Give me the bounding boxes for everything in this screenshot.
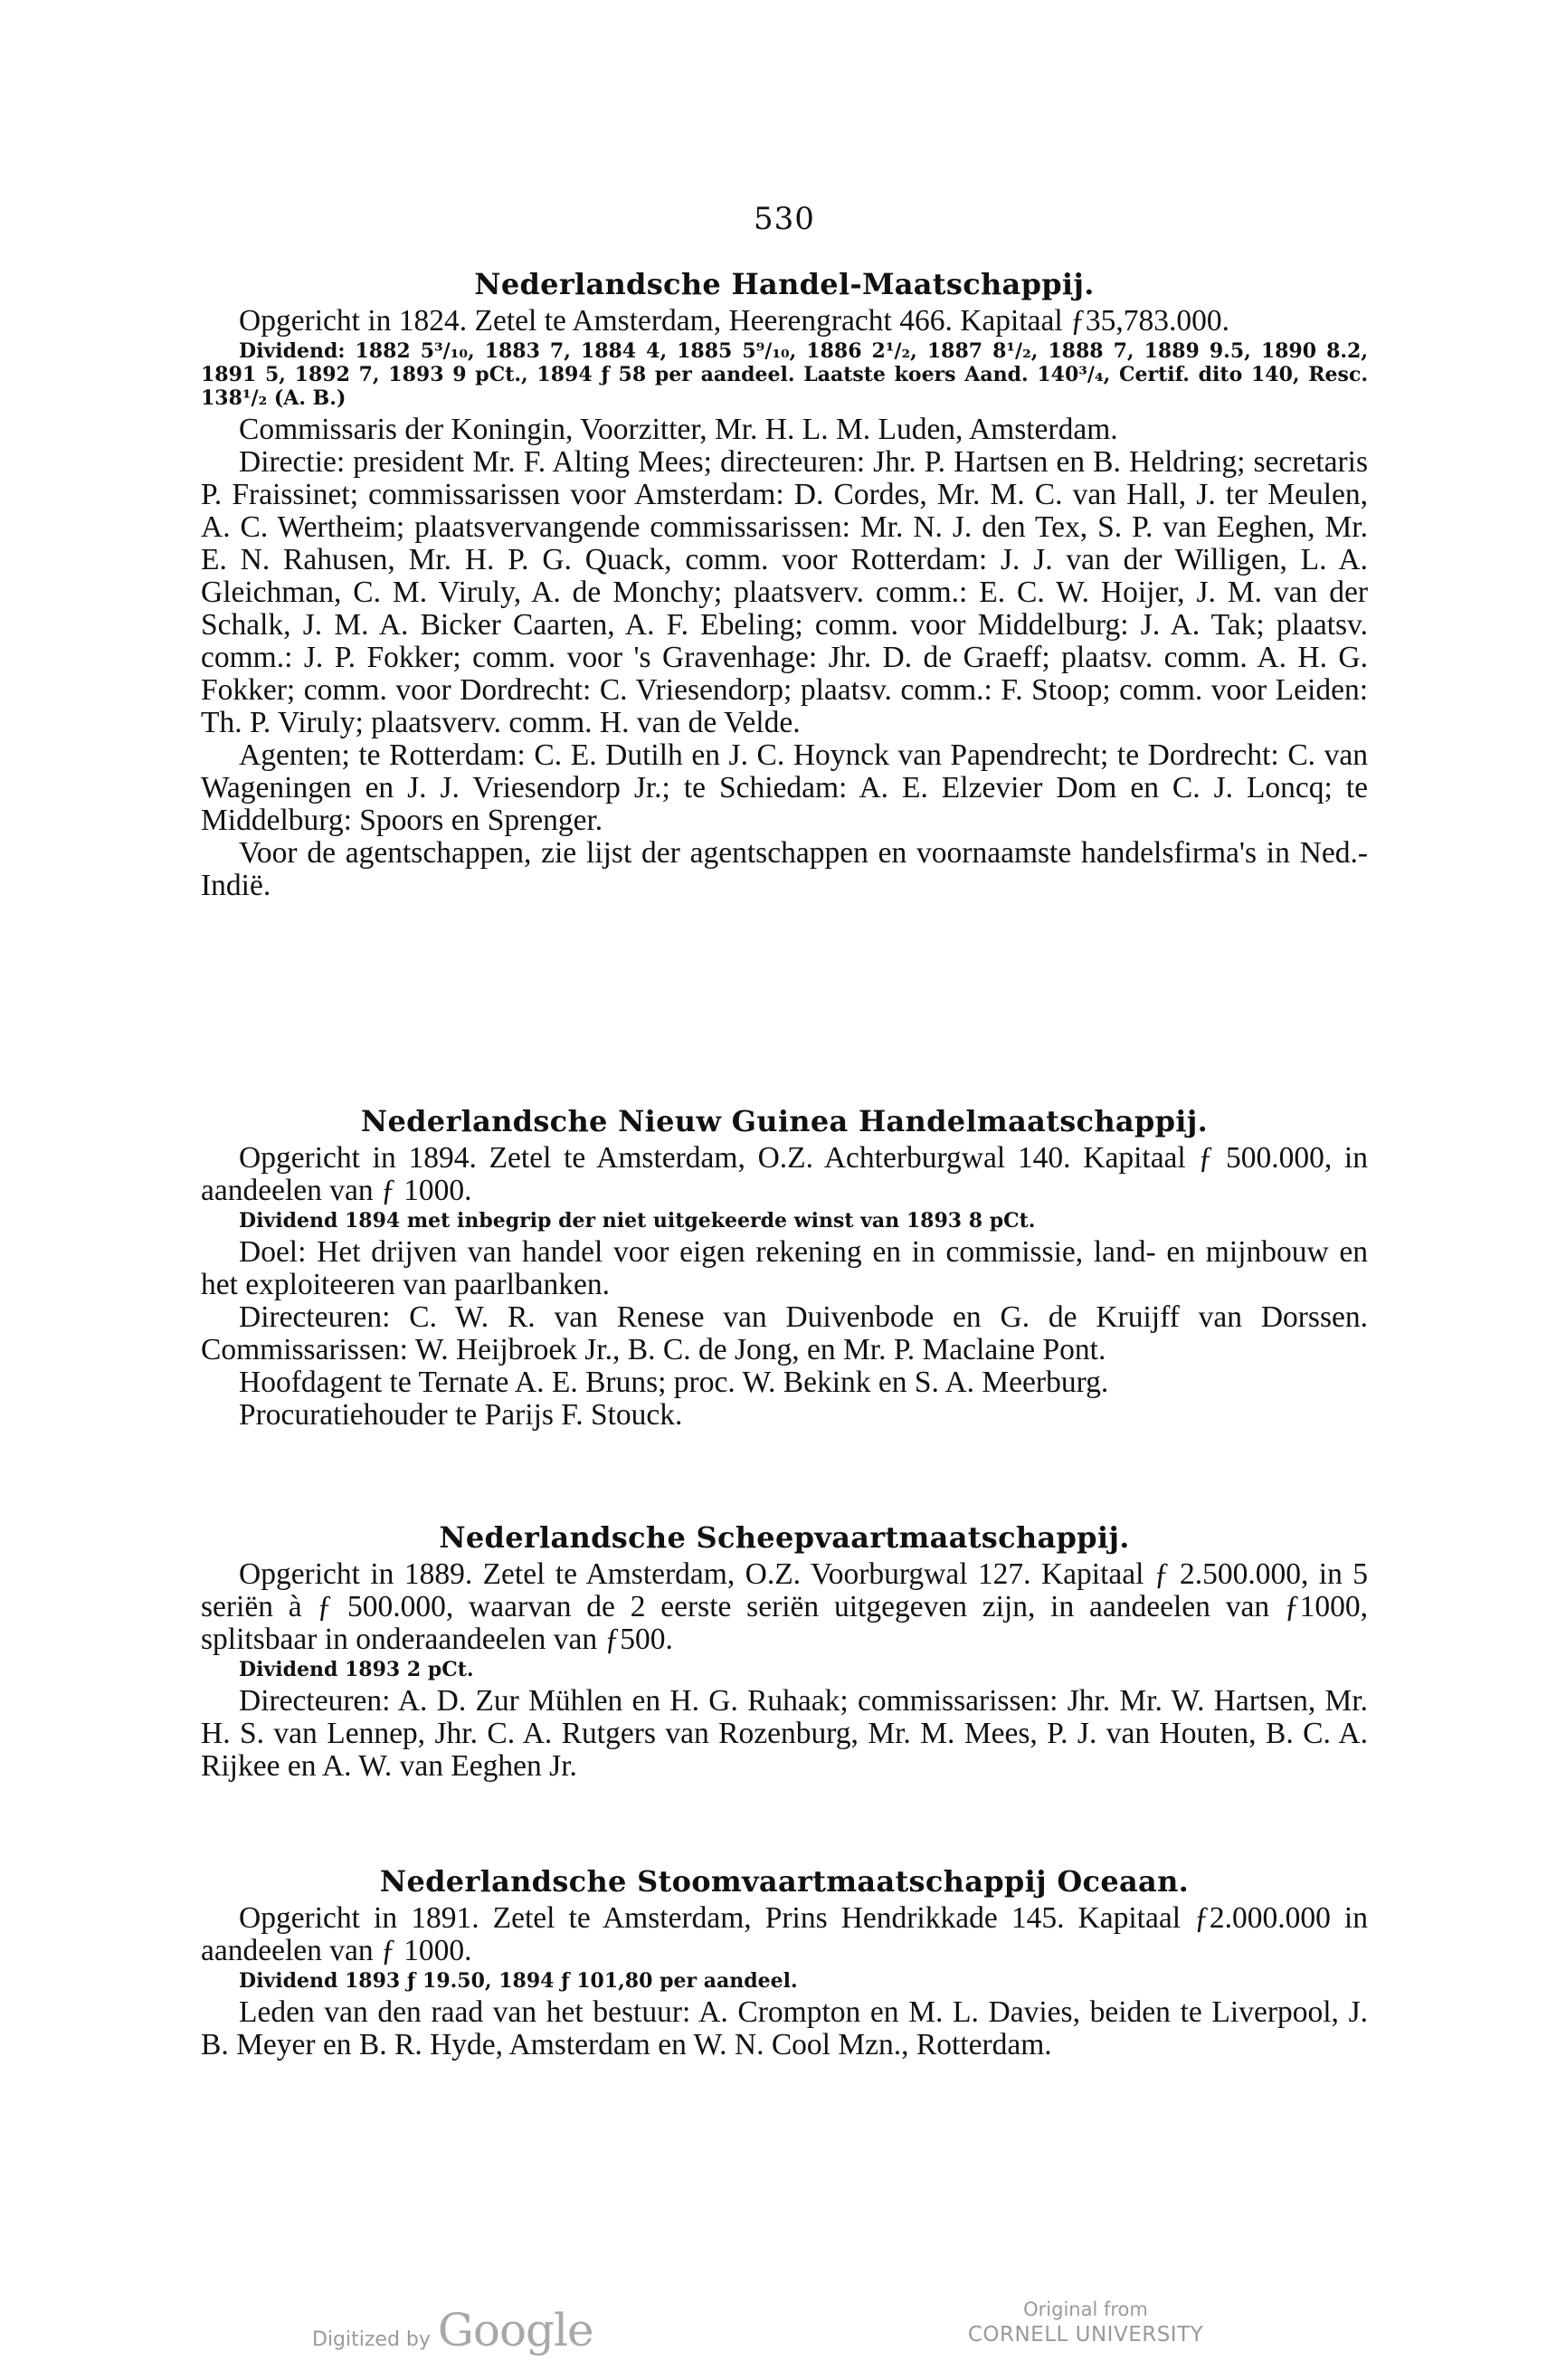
dividend-note: Dividend 1893 2 pCt. (239, 1658, 474, 1681)
paragraph-commissaris: Commissaris der Koningin, Voorzitter, Mr. H. L. M. Luden, Amsterdam. (239, 413, 1118, 446)
section-oceaan (201, 1864, 1368, 2061)
section-handel-maatschappij (201, 267, 1368, 902)
paragraph-agenten: Agenten; te Rotterdam: C. E. Dutilh en J. C. Hoynck van Papendrecht; te Dordrecht: C. van Wageningen en J. J. Vriesendorp Jr.; te Schiedam: A. E. Elzevier Dom en C. J. Loncq; te Middelburg: Spoors en Sprenger. (201, 738, 1368, 837)
original-from-block (959, 2297, 1212, 2347)
section-title: Nederlandsche Scheepvaartmaatschappij. (439, 1520, 1130, 1555)
paragraph-founding: Opgericht in 1824. Zetel te Amsterdam, Heerengracht 466. Kapitaal ƒ35,783.000. (239, 304, 1229, 338)
page-number: 530 (754, 201, 815, 237)
paragraph-directeuren: Directeuren: C. W. R. van Renese van Duivenbode en G. de Kruijff van Dorssen. Commissarissen: W. Heijbroek Jr., B. C. de Jong, en Mr. P. Maclaine Pont. (201, 1300, 1368, 1366)
dividend-note: Dividend 1894 met inbegrip der niet uitgekeerde winst van 1893 8 pCt. (239, 1209, 1036, 1233)
section-nieuw-guinea (201, 1104, 1368, 1432)
scan-footer (0, 2297, 1547, 2356)
section-title: Nederlandsche Nieuw Guinea Handelmaatschappij. (360, 1104, 1209, 1138)
paragraph-founding: Opgericht in 1891. Zetel te Amsterdam, Prins Hendrikkade 145. Kapitaal ƒ2.000.000 in aandeelen van ƒ 1000. (201, 1901, 1368, 1967)
paragraph-doel: Doel: Het drijven van handel voor eigen rekening en in commissie, land- en mijnbouw en het exploiteeren van paarlbanken. (201, 1235, 1368, 1301)
paragraph-hoofdagent: Hoofdagent te Ternate A. E. Bruns; proc. W. Bekink en S. A. Meerburg. (239, 1366, 1109, 1399)
section-title: Nederlandsche Stoomvaartmaatschappij Oceaan. (379, 1864, 1190, 1899)
dividend-note: Dividend: 1882 5³/₁₀, 1883 7, 1884 4, 1885 5⁹/₁₀, 1886 2¹/₂, 1887 8¹/₂, 1888 7, 1889 9.5, 1890 8.2, 1891 5, 1892 7, 1893 9 pCt., 1894 ƒ 58 per aandeel. Laatste koers Aand. 140³/₄, Certif. dito 140, Resc. 138¹/₂ (A. B.) (201, 339, 1368, 410)
dividend-note: Dividend 1893 ƒ 19.50, 1894 ƒ 101,80 per aandeel. (239, 1969, 798, 1993)
paragraph-bestuur: Leden van den raad van het bestuur: A. Crompton en M. L. Davies, beiden te Liverpool, J. B. Meyer en B. R. Hyde, Amsterdam en W. N. Cool Mzn., Rotterdam. (201, 1995, 1368, 2061)
paragraph-directeuren: Directeuren: A. D. Zur Mühlen en H. G. Ruhaak; commissarissen: Jhr. Mr. W. Hartsen, Mr. H. S. van Lennep, Jhr. C. A. Rutgers van Rozenburg, Mr. M. Mees, P. J. van Houten, B. C. A. Rijkee en A. W. van Eeghen Jr. (201, 1684, 1368, 1783)
original-from-label: Original from (1023, 2299, 1148, 2320)
section-title: Nederlandsche Handel-Maatschappij. (474, 267, 1095, 301)
google-logo: Google (437, 2304, 593, 2356)
digitized-by-label: Digitized by (312, 2328, 431, 2351)
paragraph-directie: Directie: president Mr. F. Alting Mees; directeuren: Jhr. P. Hartsen en B. Heldring; secretaris P. Fraissinet; commissarissen voor Amsterdam: D. Cordes, Mr. M. C. van Hall, J. ter Meulen, A. C. Wertheim; plaatsvervangende commissarissen: Mr. N. J. den Tex, S. P. van Eeghen, Mr. E. N. Rahusen, Mr. H. P. G. Quack, comm. voor Rotterdam: J. J. van der Willigen, L. A. Gleichman, C. M. Viruly, A. de Monchy; plaatsverv. comm.: E. C. W. Hoijer, J. M. van der Schalk, J. M. A. Bicker Caarten, A. F. Ebeling; comm. voor Middelburg: J. A. Tak; plaatsv. comm.: J. P. Fokker; comm. voor 's Gravenhage: Jhr. D. de Graeff; plaatsv. comm. A. H. G. Fokker; comm. voor Dordrecht: C. Vriesendorp; plaatsv. comm.: F. Stoop; comm. voor Leiden: Th. P. Viruly; plaatsverv. comm. H. van de Velde. (201, 445, 1368, 739)
digitized-by-google (312, 2304, 593, 2356)
paragraph-founding: Opgericht in 1894. Zetel te Amsterdam, O.Z. Achterburgwal 140. Kapitaal ƒ 500.000, in aandeelen van ƒ 1000. (201, 1141, 1368, 1207)
institution-name: CORNELL UNIVERSITY (967, 2323, 1204, 2347)
section-scheepvaart (201, 1520, 1368, 1783)
paragraph-agentschappen: Voor de agentschappen, zie lijst der agentschappen en voornaamste handelsfirma's in Ned.-Indië. (201, 836, 1368, 902)
paragraph-procuratiehouder: Procuratiehouder te Parijs F. Stouck. (239, 1398, 683, 1432)
paragraph-founding: Opgericht in 1889. Zetel te Amsterdam, O.Z. Voorburgwal 127. Kapitaal ƒ 2.500.000, in 5 seriën à ƒ 500.000, waarvan de 2 eerste seriën uitgegeven zijn, in aandeelen van ƒ1000, splitsbaar in onderaandeelen van ƒ500. (201, 1557, 1368, 1656)
document-page (201, 0, 1368, 2380)
